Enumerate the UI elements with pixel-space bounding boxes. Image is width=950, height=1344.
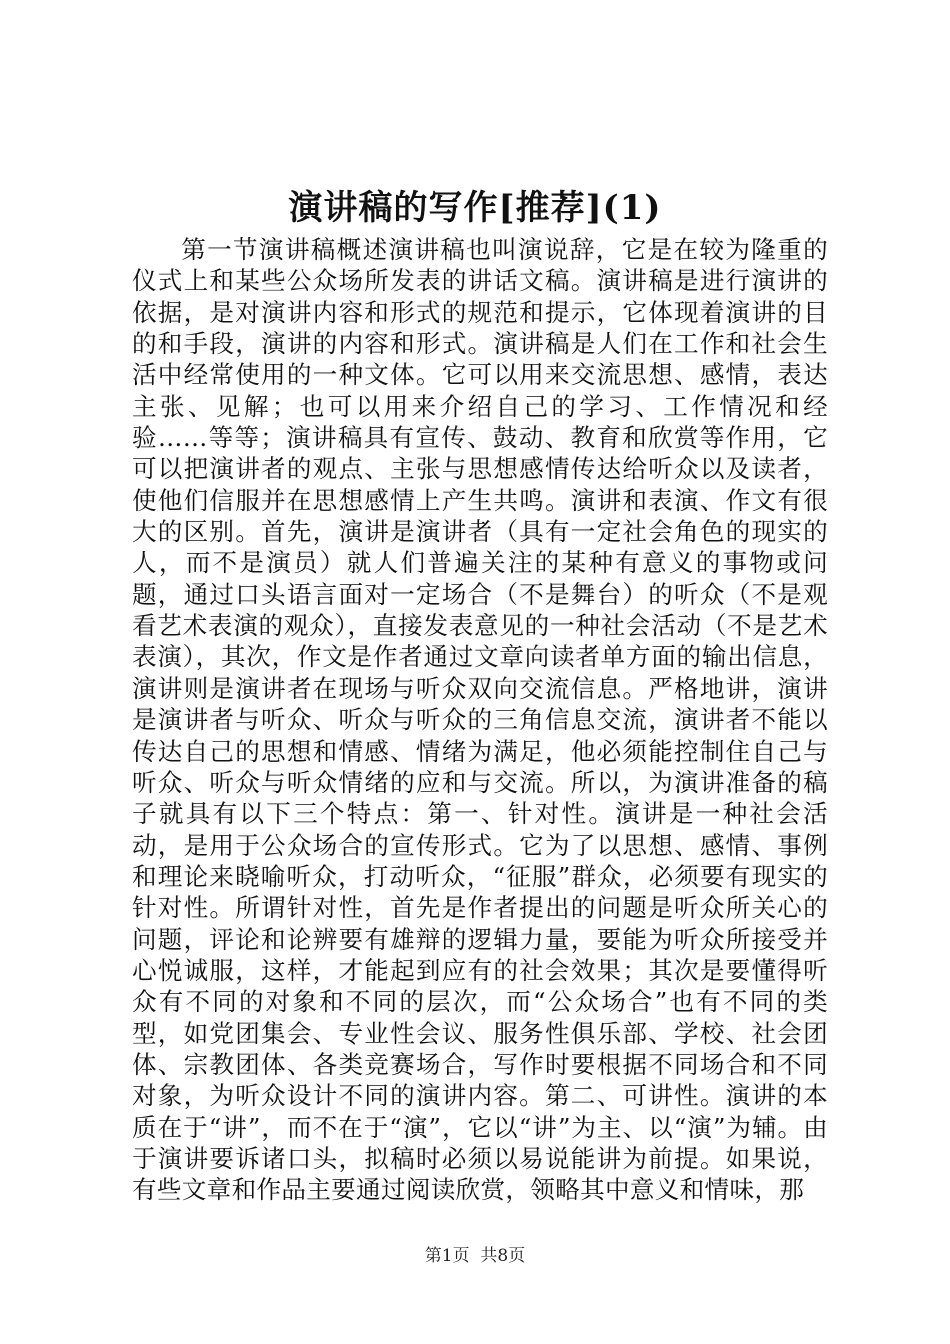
page-number: 第1页 bbox=[424, 1246, 470, 1266]
page-total: 共8页 bbox=[480, 1246, 526, 1266]
document-title: 演讲稿的写作[推荐](1) bbox=[288, 188, 662, 228]
page-footer bbox=[0, 1244, 950, 1268]
document-body-paragraph: 第一节演讲稿概述演讲稿也叫演说辞，它是在较为隆重的仪式上和某些公众场所发表的讲话文稿。演讲稿是进行演讲的依据，是对演讲内容和形式的规范和提示，它体现着演讲的目的和手段，演讲的内容和形式。演讲稿是人们在工作和社会生活中经常使用的一种文体。它可以用来交流思想、感情，表达主张、见解；也可以用来介绍自己的学习、工作情况和经验……等等；演讲稿具有宣传、鼓动、教育和欣赏等作用，它可以把演讲者的观点、主张与思想感情传达给听众以及读者，使他们信服并在思想感情上产生共鸣。演讲和表演、作文有很大的区别。首先，演讲是演讲者（具有一定社会角色的现实的人，而不是演员）就人们普遍关注的某种有意义的事物或问题，通过口头语言面对一定场合（不是舞台）的听众（不是观看艺术表演的观众），直接发表意见的一种社会活动（不是艺术表演），其次，作文是作者通过文章向读者单方面的输出信息，演讲则是演讲者在现场与听众双向交流信息。严格地讲，演讲是演讲者与听众、听众与听众的三角信息交流，演讲者不能以传达自己的思想和情感、情绪为满足，他必须能控制住自己与听众、听众与听众情绪的应和与交流。所以，为演讲准备的稿子就具有以下三个特点：第一、针对性。演讲是一种社会活动，是用于公众场合的宣传形式。它为了以思想、感情、事例和理论来晓喻听众，打动听众，“征服”群众，必须要有现实的针对性。所谓针对性，首先是作者提出的问题是听众所关心的问题，评论和论辨要有雄辩的逻辑力量，要能为听众所接受并心悦诚服，这样，才能起到应有的社会效果；其次是要懂得听众有不同的对象和不同的层次，而“公众场合”也有不同的类型，如党团集会、专业性会议、服务性俱乐部、学校、社会团体、宗教团体、各类竞赛场合，写作时要根据不同场合和不同对象，为听众设计不同的演讲内容。第二、可讲性。演讲的本质在于“讲”，而不在于“演”，它以“讲”为主、以“演”为辅。由于演讲要诉诸口头，拟稿时必须以易说能讲为前提。如果说，有些文章和作品主要通过阅读欣赏，领略其中意义和情味，那 bbox=[132, 235, 828, 1205]
